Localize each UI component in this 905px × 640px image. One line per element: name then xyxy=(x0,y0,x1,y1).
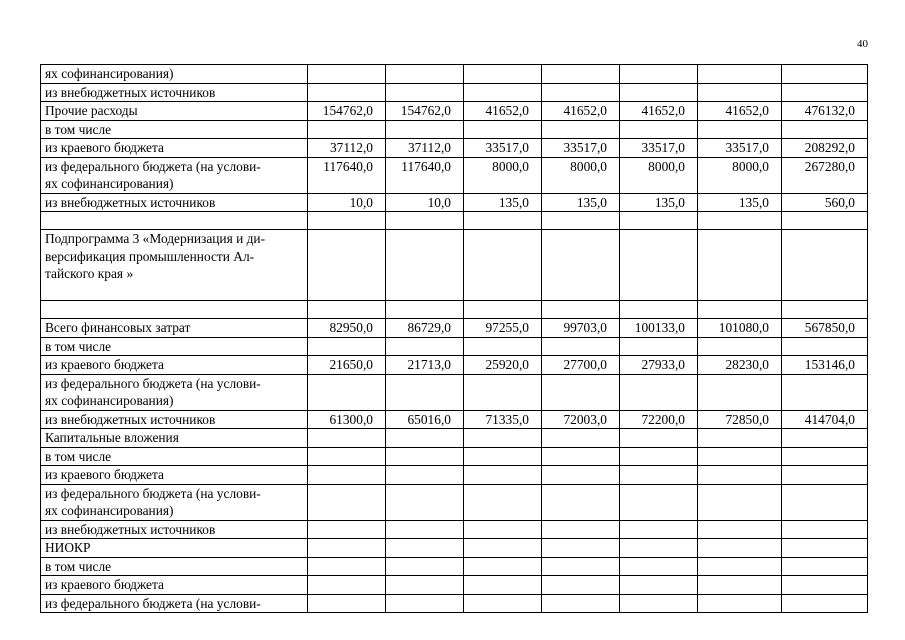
year-value-cell: 154762,0 xyxy=(308,102,386,121)
year-value-cell: 10,0 xyxy=(308,193,386,212)
total-cell: 153146,0 xyxy=(782,356,868,375)
table-row xyxy=(41,120,868,139)
year-value-cell xyxy=(620,576,698,595)
table-row xyxy=(41,65,868,84)
year-value-cell xyxy=(386,212,464,230)
table-row xyxy=(41,319,868,338)
year-value-cell xyxy=(464,576,542,595)
year-value-cell xyxy=(308,212,386,230)
year-value-cell xyxy=(542,576,620,595)
year-value-cell xyxy=(542,520,620,539)
row-label: Подпрограмма 3 «Модернизация и ди- версификация промышленности Ал- тайского края » xyxy=(41,230,308,301)
year-value-cell xyxy=(308,594,386,613)
year-value-cell xyxy=(542,230,620,301)
year-value-cell xyxy=(464,337,542,356)
table-row xyxy=(41,429,868,448)
table-row xyxy=(41,539,868,558)
year-value-cell: 33517,0 xyxy=(464,139,542,158)
total-cell xyxy=(782,374,868,410)
year-value-cell xyxy=(464,301,542,319)
total-cell xyxy=(782,301,868,319)
year-value-cell xyxy=(386,374,464,410)
row-label: ях софинансирования) xyxy=(41,65,308,84)
year-value-cell: 33517,0 xyxy=(698,139,782,158)
total-cell xyxy=(782,337,868,356)
table-row xyxy=(41,484,868,520)
year-value-cell xyxy=(698,466,782,485)
row-label xyxy=(41,301,308,319)
year-value-cell xyxy=(542,301,620,319)
year-value-cell xyxy=(620,212,698,230)
row-label: из федерального бюджета (на услови- ях софинансирования) xyxy=(41,484,308,520)
table-row xyxy=(41,102,868,121)
year-value-cell xyxy=(464,557,542,576)
year-value-cell xyxy=(386,447,464,466)
year-value-cell xyxy=(620,120,698,139)
row-label: из внебюджетных источников xyxy=(41,193,308,212)
year-value-cell xyxy=(464,212,542,230)
total-cell: 267280,0 xyxy=(782,157,868,193)
year-value-cell: 135,0 xyxy=(620,193,698,212)
year-value-cell xyxy=(542,65,620,84)
total-cell xyxy=(782,520,868,539)
year-value-cell: 37112,0 xyxy=(386,139,464,158)
year-value-cell xyxy=(308,301,386,319)
year-value-cell xyxy=(620,429,698,448)
table-row xyxy=(41,576,868,595)
year-value-cell xyxy=(386,83,464,102)
total-cell xyxy=(782,83,868,102)
year-value-cell: 117640,0 xyxy=(308,157,386,193)
table-row xyxy=(41,212,868,230)
year-value-cell: 72850,0 xyxy=(698,410,782,429)
row-label: из краевого бюджета xyxy=(41,356,308,375)
year-value-cell xyxy=(542,212,620,230)
year-value-cell xyxy=(698,484,782,520)
row-label: в том числе xyxy=(41,447,308,466)
year-value-cell xyxy=(308,120,386,139)
year-value-cell xyxy=(698,429,782,448)
total-cell xyxy=(782,539,868,558)
year-value-cell: 72003,0 xyxy=(542,410,620,429)
year-value-cell xyxy=(620,539,698,558)
total-cell xyxy=(782,65,868,84)
year-value-cell xyxy=(698,212,782,230)
total-cell xyxy=(782,557,868,576)
year-value-cell: 100133,0 xyxy=(620,319,698,338)
row-label: Всего финансовых затрат xyxy=(41,319,308,338)
year-value-cell xyxy=(542,594,620,613)
table-row xyxy=(41,447,868,466)
year-value-cell xyxy=(464,539,542,558)
year-value-cell xyxy=(464,65,542,84)
year-value-cell xyxy=(620,447,698,466)
year-value-cell xyxy=(386,337,464,356)
year-value-cell xyxy=(542,484,620,520)
year-value-cell xyxy=(308,484,386,520)
year-value-cell xyxy=(620,65,698,84)
row-label: из внебюджетных источников xyxy=(41,410,308,429)
year-value-cell xyxy=(308,429,386,448)
table-row xyxy=(41,139,868,158)
year-value-cell xyxy=(308,230,386,301)
total-cell xyxy=(782,466,868,485)
year-value-cell xyxy=(698,65,782,84)
year-value-cell: 8000,0 xyxy=(620,157,698,193)
year-value-cell xyxy=(464,466,542,485)
row-label: из федерального бюджета (на услови- ях софинансирования) xyxy=(41,157,308,193)
year-value-cell xyxy=(386,230,464,301)
table-row xyxy=(41,193,868,212)
total-cell xyxy=(782,230,868,301)
row-label: в том числе xyxy=(41,120,308,139)
year-value-cell: 21650,0 xyxy=(308,356,386,375)
table-row xyxy=(41,557,868,576)
row-label: в том числе xyxy=(41,337,308,356)
row-label: из федерального бюджета (на услови- ях софинансирования) xyxy=(41,374,308,410)
row-label: в том числе xyxy=(41,557,308,576)
total-cell xyxy=(782,447,868,466)
year-value-cell: 27700,0 xyxy=(542,356,620,375)
year-value-cell: 33517,0 xyxy=(542,139,620,158)
year-value-cell xyxy=(698,576,782,595)
year-value-cell xyxy=(308,65,386,84)
year-value-cell xyxy=(620,594,698,613)
year-value-cell xyxy=(386,594,464,613)
year-value-cell xyxy=(542,83,620,102)
year-value-cell: 8000,0 xyxy=(542,157,620,193)
total-cell xyxy=(782,576,868,595)
year-value-cell xyxy=(698,301,782,319)
year-value-cell xyxy=(464,120,542,139)
year-value-cell: 41652,0 xyxy=(464,102,542,121)
year-value-cell xyxy=(308,466,386,485)
year-value-cell xyxy=(542,539,620,558)
year-value-cell xyxy=(386,429,464,448)
year-value-cell xyxy=(542,374,620,410)
year-value-cell xyxy=(464,230,542,301)
total-cell: 208292,0 xyxy=(782,139,868,158)
year-value-cell xyxy=(542,429,620,448)
year-value-cell: 27933,0 xyxy=(620,356,698,375)
year-value-cell: 135,0 xyxy=(464,193,542,212)
row-label: НИОКР xyxy=(41,539,308,558)
year-value-cell xyxy=(464,374,542,410)
year-value-cell xyxy=(698,230,782,301)
table-row xyxy=(41,594,868,613)
year-value-cell xyxy=(698,594,782,613)
year-value-cell xyxy=(308,576,386,595)
year-value-cell: 41652,0 xyxy=(698,102,782,121)
year-value-cell xyxy=(542,466,620,485)
row-label: Прочие расходы xyxy=(41,102,308,121)
year-value-cell xyxy=(620,557,698,576)
year-value-cell xyxy=(464,484,542,520)
row-label: Капитальные вложения xyxy=(41,429,308,448)
year-value-cell: 41652,0 xyxy=(542,102,620,121)
year-value-cell xyxy=(620,337,698,356)
year-value-cell xyxy=(698,539,782,558)
year-value-cell: 99703,0 xyxy=(542,319,620,338)
table-row xyxy=(41,356,868,375)
table-row xyxy=(41,230,868,301)
year-value-cell xyxy=(308,447,386,466)
year-value-cell: 10,0 xyxy=(386,193,464,212)
page-number: 40 xyxy=(857,38,868,50)
year-value-cell xyxy=(698,120,782,139)
year-value-cell xyxy=(542,447,620,466)
year-value-cell xyxy=(386,120,464,139)
year-value-cell: 135,0 xyxy=(542,193,620,212)
total-cell xyxy=(782,429,868,448)
row-label: из краевого бюджета xyxy=(41,576,308,595)
year-value-cell xyxy=(620,230,698,301)
table-body xyxy=(41,65,868,613)
table-row xyxy=(41,157,868,193)
table-row xyxy=(41,301,868,319)
year-value-cell xyxy=(386,557,464,576)
year-value-cell xyxy=(698,557,782,576)
year-value-cell xyxy=(386,301,464,319)
row-label: из внебюджетных источников xyxy=(41,83,308,102)
year-value-cell xyxy=(464,83,542,102)
table-row xyxy=(41,520,868,539)
year-value-cell xyxy=(386,520,464,539)
year-value-cell xyxy=(698,337,782,356)
year-value-cell: 86729,0 xyxy=(386,319,464,338)
year-value-cell xyxy=(308,539,386,558)
year-value-cell xyxy=(698,447,782,466)
year-value-cell xyxy=(620,83,698,102)
year-value-cell xyxy=(620,484,698,520)
year-value-cell xyxy=(308,557,386,576)
row-label: из краевого бюджета xyxy=(41,139,308,158)
year-value-cell xyxy=(308,337,386,356)
year-value-cell xyxy=(386,65,464,84)
year-value-cell xyxy=(698,374,782,410)
year-value-cell: 25920,0 xyxy=(464,356,542,375)
year-value-cell xyxy=(386,539,464,558)
row-label: из федерального бюджета (на услови- xyxy=(41,594,308,613)
year-value-cell: 37112,0 xyxy=(308,139,386,158)
year-value-cell xyxy=(464,447,542,466)
year-value-cell: 101080,0 xyxy=(698,319,782,338)
total-cell xyxy=(782,594,868,613)
row-label xyxy=(41,212,308,230)
total-cell xyxy=(782,212,868,230)
financing-table xyxy=(40,64,868,613)
row-label: из внебюджетных источников xyxy=(41,520,308,539)
table-row xyxy=(41,410,868,429)
total-cell: 476132,0 xyxy=(782,102,868,121)
year-value-cell: 61300,0 xyxy=(308,410,386,429)
year-value-cell xyxy=(308,374,386,410)
year-value-cell: 82950,0 xyxy=(308,319,386,338)
year-value-cell: 154762,0 xyxy=(386,102,464,121)
row-label: из краевого бюджета xyxy=(41,466,308,485)
year-value-cell xyxy=(698,83,782,102)
total-cell: 560,0 xyxy=(782,193,868,212)
year-value-cell xyxy=(620,520,698,539)
table-row xyxy=(41,466,868,485)
year-value-cell xyxy=(620,374,698,410)
year-value-cell: 71335,0 xyxy=(464,410,542,429)
year-value-cell xyxy=(542,557,620,576)
year-value-cell xyxy=(386,576,464,595)
year-value-cell xyxy=(464,594,542,613)
year-value-cell xyxy=(386,484,464,520)
year-value-cell: 65016,0 xyxy=(386,410,464,429)
year-value-cell xyxy=(308,520,386,539)
year-value-cell: 135,0 xyxy=(698,193,782,212)
total-cell xyxy=(782,120,868,139)
year-value-cell: 41652,0 xyxy=(620,102,698,121)
year-value-cell xyxy=(308,83,386,102)
year-value-cell xyxy=(698,520,782,539)
year-value-cell: 21713,0 xyxy=(386,356,464,375)
table-row xyxy=(41,337,868,356)
year-value-cell: 97255,0 xyxy=(464,319,542,338)
year-value-cell: 72200,0 xyxy=(620,410,698,429)
table-row xyxy=(41,83,868,102)
year-value-cell: 33517,0 xyxy=(620,139,698,158)
year-value-cell xyxy=(620,301,698,319)
table-row xyxy=(41,374,868,410)
total-cell: 414704,0 xyxy=(782,410,868,429)
year-value-cell xyxy=(464,520,542,539)
year-value-cell xyxy=(464,429,542,448)
year-value-cell: 28230,0 xyxy=(698,356,782,375)
year-value-cell xyxy=(386,466,464,485)
total-cell xyxy=(782,484,868,520)
total-cell: 567850,0 xyxy=(782,319,868,338)
year-value-cell: 8000,0 xyxy=(698,157,782,193)
year-value-cell xyxy=(542,337,620,356)
year-value-cell xyxy=(542,120,620,139)
year-value-cell xyxy=(620,466,698,485)
year-value-cell: 8000,0 xyxy=(464,157,542,193)
year-value-cell: 117640,0 xyxy=(386,157,464,193)
